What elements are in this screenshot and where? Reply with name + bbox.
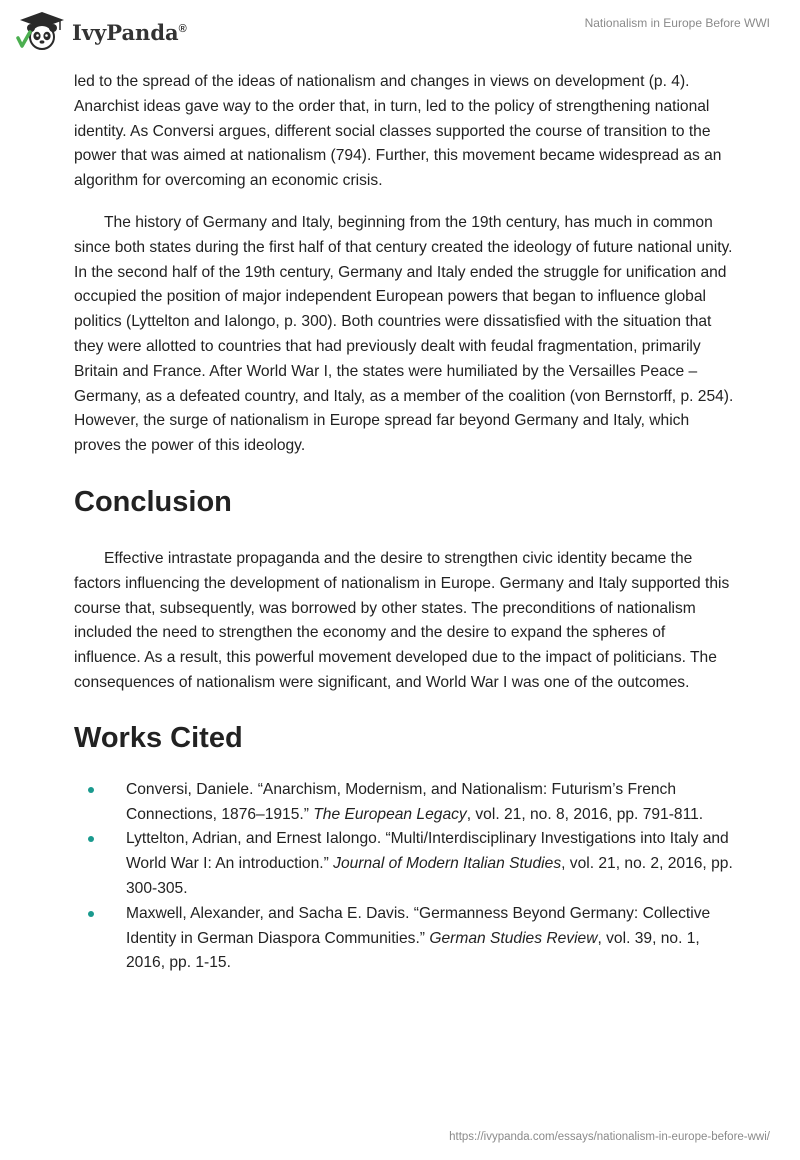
body-paragraph: led to the spread of the ideas of nationalism and changes in views on development (p. 4). Anarchist ideas gave way to the order that, in turn, led to the policy of strengthening national identity. As Conversi argues, different social classes supported the course of transition to the power that was aimed at nationalism (794). Further, this movement became widespread as an algorithm for overcoming an economic crisis.: [74, 73, 722, 190]
conclusion-heading: Conclusion: [74, 485, 232, 518]
bullet-icon: [88, 787, 94, 793]
citation-item: Conversi, Daniele. “Anarchism, Modernism, and Nationalism: Futurism’s French Connections, 1876–1915.” The European Legacy, vol. 21, no. 8, 2016, pp. 791-811.: [74, 778, 734, 828]
bullet-icon: [88, 836, 94, 842]
works-cited-list: [74, 778, 734, 976]
citation-item: Lyttelton, Adrian, and Ernest Ialongo. “Multi/Interdisciplinary Investigations into Italy and World War I: An introduction.” Journal of Modern Italian Studies, vol. 21, no. 2, 2016, pp. 300-305.: [74, 827, 734, 901]
ivypanda-logo[interactable]: [16, 10, 187, 52]
source-url-link[interactable]: https://ivypanda.com/essays/nationalism-in-europe-before-wwi/: [449, 1131, 770, 1143]
document-title: Nationalism in Europe Before WWI: [584, 16, 770, 30]
works-cited-heading: Works Cited: [74, 721, 243, 754]
logo-text: IvyPanda®: [72, 19, 187, 45]
bullet-icon: [88, 911, 94, 917]
conclusion-paragraph: Effective intrastate propaganda and the desire to strengthen civic identity became the factors influencing the development of nationalism in Europe. Germany and Italy supported this course that, subsequently, was borrowed by other states. The preconditions of nationalism included the need to strengthen the economy and the desire to expand the spheres of influence. As a result, this powerful movement developed due to the impact of politicians. The consequences of nationalism were significant, and World War I was one of the outcomes.: [74, 549, 730, 691]
citation-item: Maxwell, Alexander, and Sacha E. Davis. “Germanness Beyond Germany: Collective Identity in German Diaspora Communities.” German Studies Review, vol. 39, no. 1, 2016, pp. 1-15.: [74, 902, 734, 976]
body-paragraph: The history of Germany and Italy, beginning from the 19th century, has much in common since both states during the first half of that century created the ideology of future national unity. In the second half of the 19th century, Germany and Italy ended the struggle for unification and occupied the position of major independent European powers that began to influence global politics (Lyttelton and Ialongo, p. 300). Both countries were dissatisfied with the situation that they were allotted to countries that had previously dealt with feudal fragmentation, primarily Britain and France. After World War I, the states were humiliated by the Versailles Peace – Germany, as a defeated country, and Italy, as a member of the coalition (von Bernstorff, p. 254). However, the surge of nationalism in Europe spread far beyond Germany and Italy, which proves the power of this ideology.: [74, 213, 734, 455]
essay-content: [74, 70, 734, 976]
panda-graduate-icon: [16, 10, 68, 52]
page-header: [0, 0, 800, 66]
